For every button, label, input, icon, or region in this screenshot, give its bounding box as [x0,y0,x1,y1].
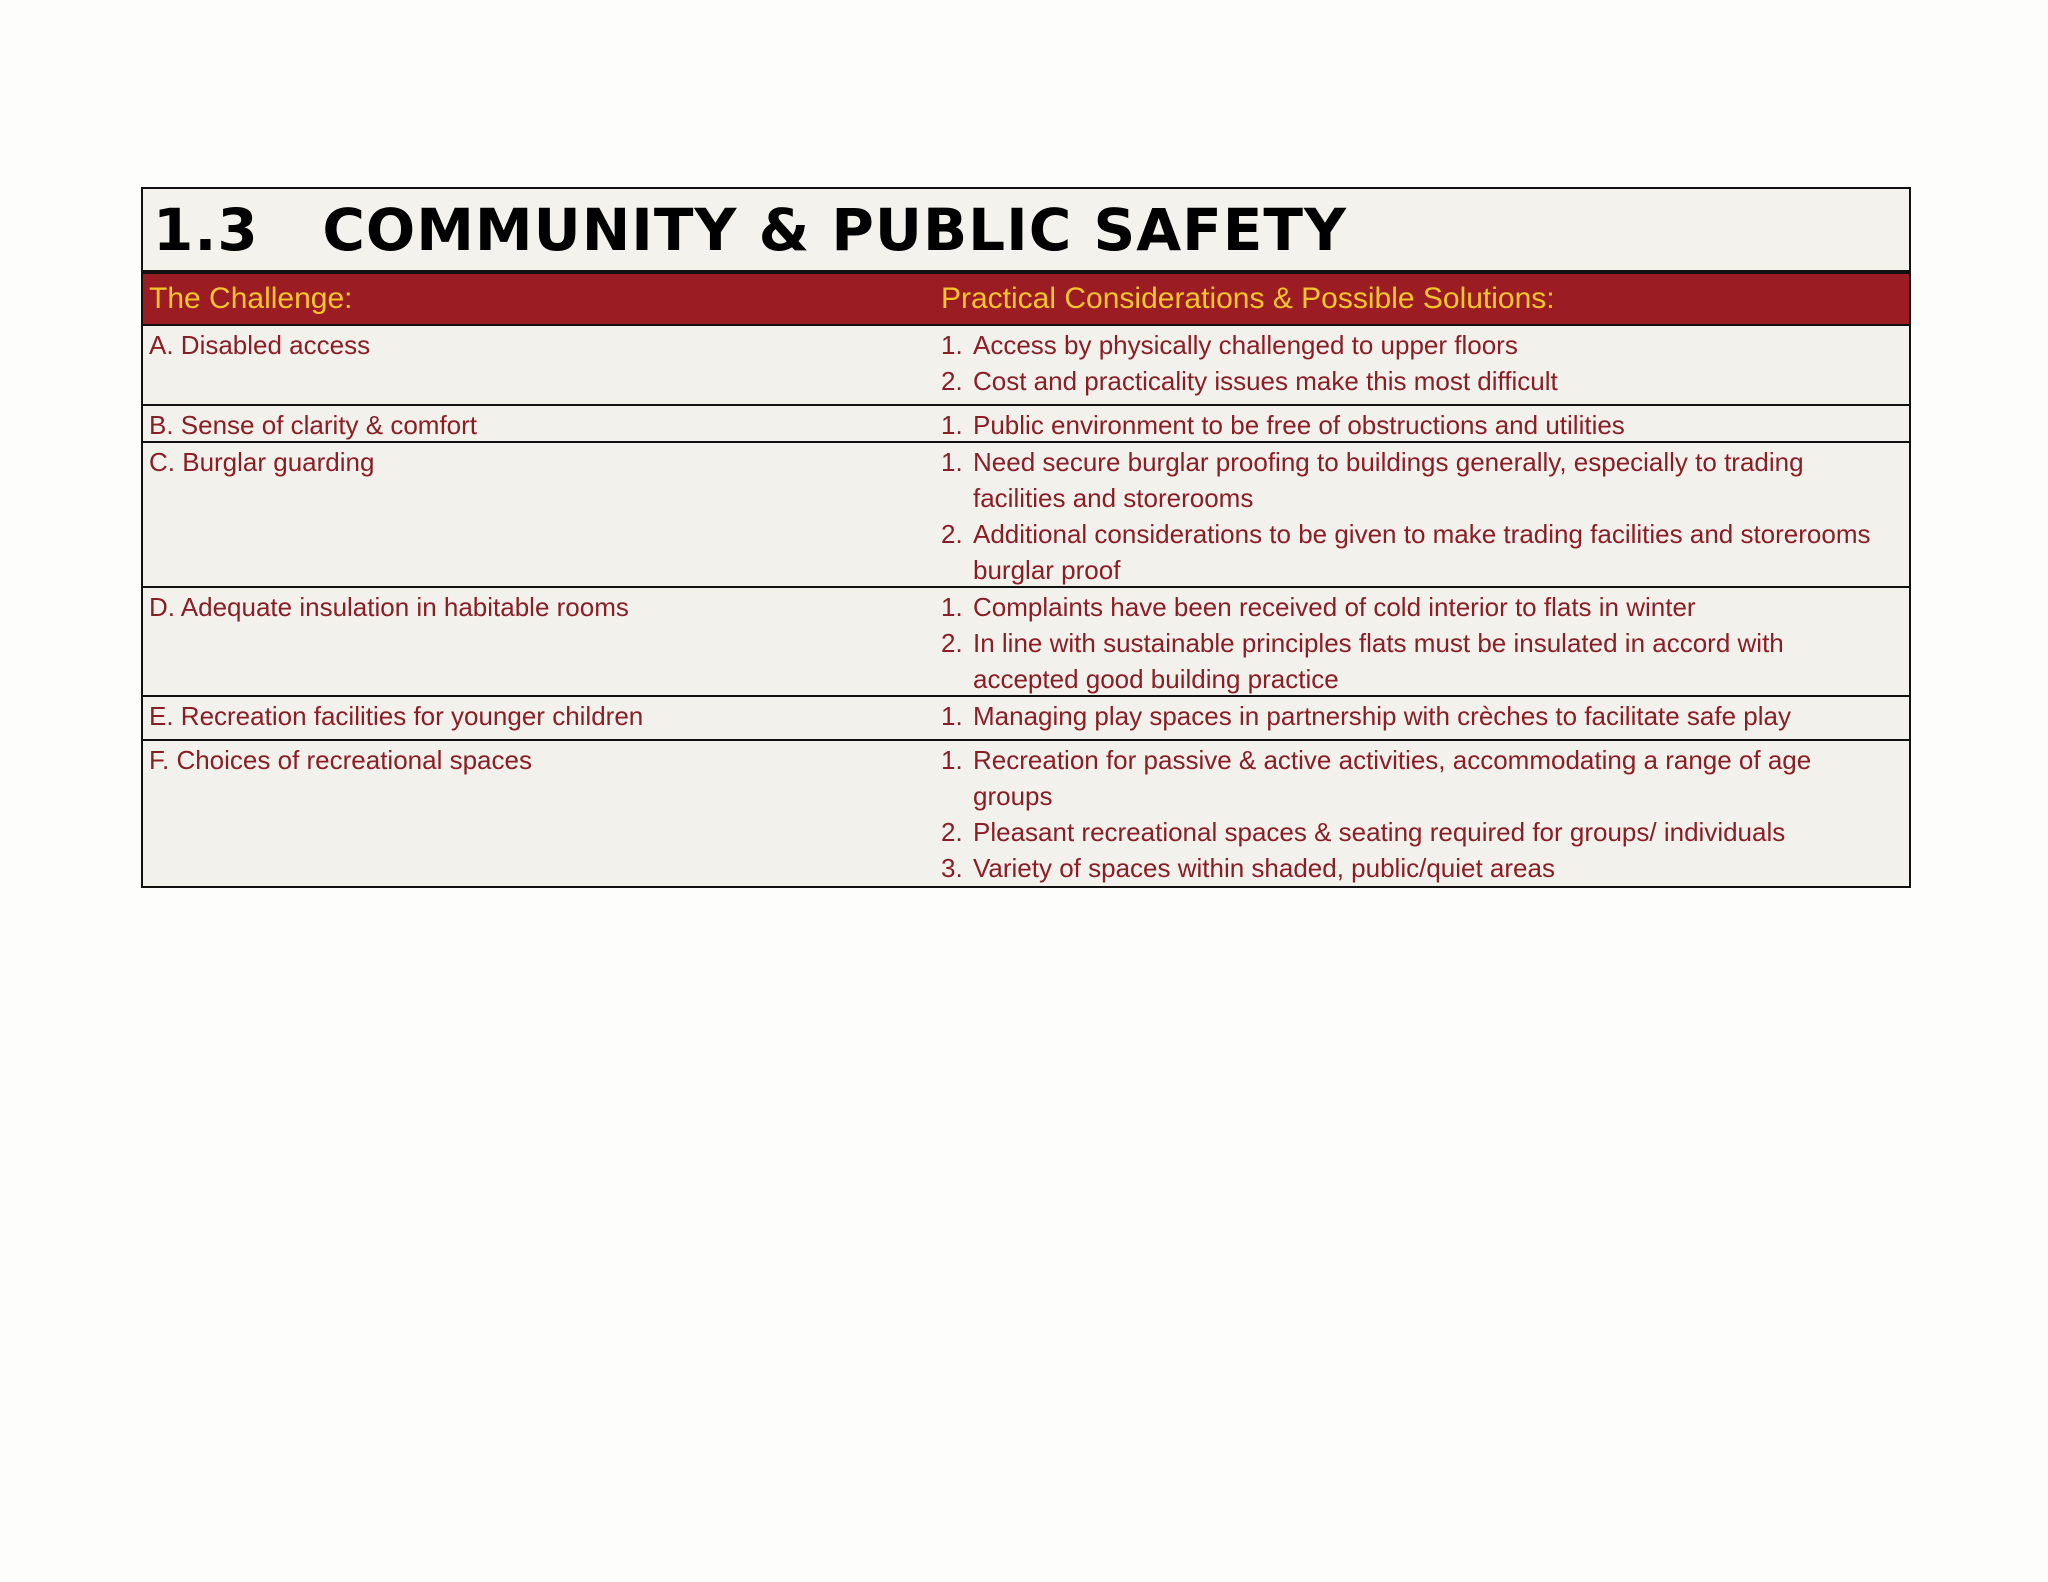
solution-number: 1. [941,592,963,622]
solutions-cell [941,406,1909,441]
table-row [143,741,1909,886]
solution-number: 1. [941,410,963,440]
solution-number: 1. [941,330,963,360]
solution-text: Pleasant recreational spaces & seating required for groups/ individuals [973,817,1786,847]
solution-text: Managing play spaces in partnership with crèches to facilitate safe play [973,701,1791,731]
solution-text: Cost and practicality issues make this most difficult [973,366,1558,396]
challenge-cell: B. Sense of clarity & comfort [149,410,478,440]
table-row [143,588,1909,697]
solution-text: Additional considerations to be given to make trading facilities and storerooms burglar proof [973,519,1871,585]
solutions-cell [941,588,1909,695]
challenge-cell: A. Disabled access [149,330,371,360]
challenge-cell: E. Recreation facilities for younger children [149,701,644,731]
solution-text: Public environment to be free of obstructions and utilities [973,410,1625,440]
solution-text: Complaints have been received of cold interior to flats in winter [973,592,1696,622]
solution-item [941,698,1889,734]
page-title: 1.3 COMMUNITY & PUBLIC SAFETY [153,195,1347,264]
safety-table [141,187,1911,888]
table-row [143,406,1909,443]
solution-item [941,363,1889,399]
challenge-cell: C. Burglar guarding [149,447,375,477]
solution-item [941,444,1889,516]
challenge-cell: F. Choices of recreational spaces [149,745,532,775]
solution-text: Access by physically challenged to upper floors [973,330,1518,360]
title-bar [143,189,1909,274]
solution-number: 2. [941,817,963,847]
table-header [143,274,1909,326]
solution-text: Need secure burglar proofing to buildings generally, especially to trading facilities and storerooms [973,447,1804,513]
table-row [143,443,1909,588]
solution-item [941,625,1889,697]
solutions-cell [941,741,1909,886]
table-row [143,697,1909,741]
solution-item [941,327,1889,363]
challenge-header: The Challenge: [149,282,353,315]
solutions-cell [941,697,1909,739]
solution-number: 1. [941,447,963,477]
solution-item [941,742,1889,814]
solutions-header: Practical Considerations & Possible Solutions: [941,282,1555,315]
solution-text: Variety of spaces within shaded, public/quiet areas [973,853,1555,883]
solution-item [941,814,1889,850]
solution-number: 1. [941,701,963,731]
solution-number: 3. [941,853,963,883]
solutions-cell [941,443,1909,586]
solution-number: 1. [941,745,963,775]
solution-text: In line with sustainable principles flats must be insulated in accord with accepted good building practice [973,628,1784,694]
solution-item [941,516,1889,588]
solution-number: 2. [941,519,963,549]
solution-number: 2. [941,628,963,658]
solution-item [941,589,1889,625]
solution-text: Recreation for passive & active activities, accommodating a range of age groups [973,745,1812,811]
solution-item [941,407,1889,443]
challenge-cell: D. Adequate insulation in habitable rooms [149,592,629,622]
solution-item [941,850,1889,886]
table-row [143,326,1909,406]
solutions-cell [941,326,1909,404]
solution-number: 2. [941,366,963,396]
